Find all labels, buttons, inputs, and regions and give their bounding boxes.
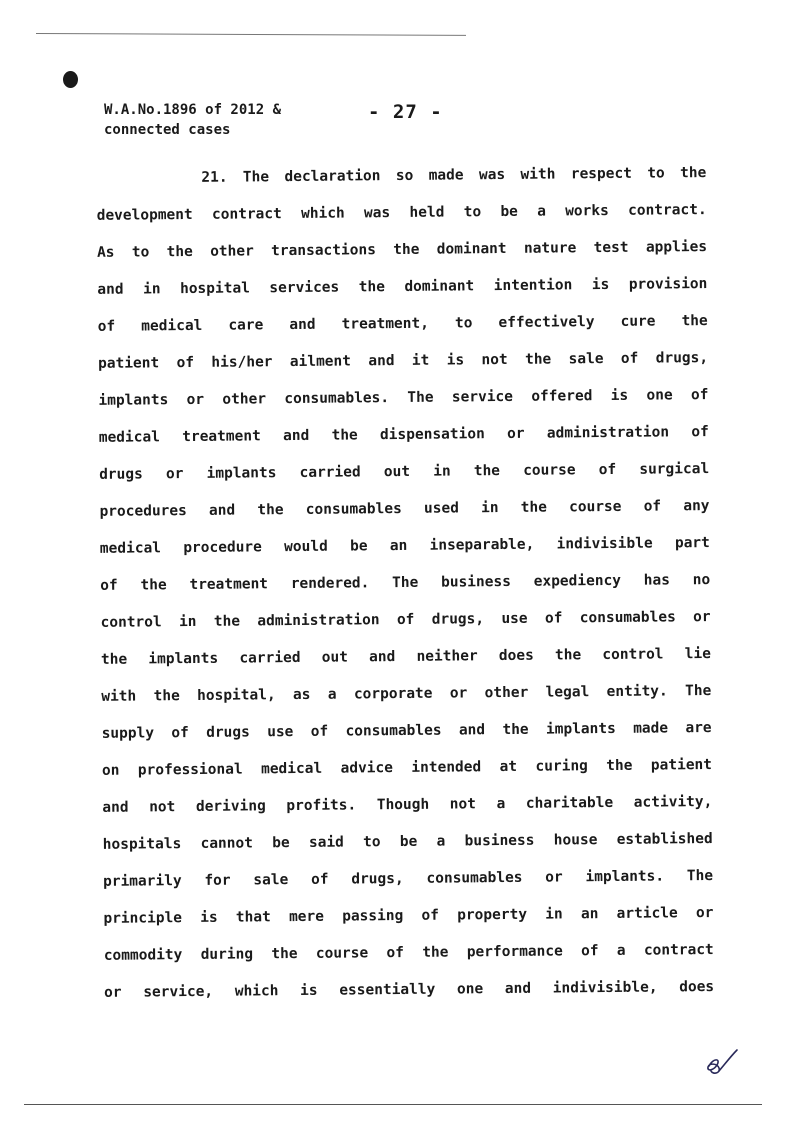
text-line: of medical care and treatment, to effectively cure the — [97, 313, 708, 335]
text-line: implants or other consumables. The service offered is one of — [98, 387, 709, 409]
text-line: hospitals cannot be said to be a business house established — [102, 831, 713, 853]
text-line: and not deriving profits. Though not a charitable activity, — [102, 794, 713, 816]
text-line: supply of drugs use of consumables and the implants made are — [101, 720, 712, 742]
text-line: control in the administration of drugs, use of consumables or — [100, 609, 711, 631]
text-line: principle is that mere passing of property in an article or — [103, 905, 714, 927]
text-line: and in hospital services the dominant intention is provision — [97, 276, 708, 298]
text-line: development contract which was held to be a works contract. — [96, 202, 707, 224]
text-line: medical procedure would be an inseparable, indivisible part — [99, 535, 710, 557]
text-line: the implants carried out and neither does the control lie — [100, 646, 711, 668]
text-line: of the treatment rendered. The business expediency has no — [100, 572, 711, 594]
text-line: As to the other transactions the dominant nature test applies — [96, 239, 708, 261]
bottom-rule — [24, 1104, 762, 1105]
text-line: commodity during the course of the performance of a contract — [103, 942, 714, 964]
signature-initials-mark — [703, 1044, 741, 1078]
text-line: drugs or implants carried out in the course of surgical — [99, 461, 710, 483]
text-line: with the hospital, as a corporate or other legal entity. The — [101, 683, 712, 705]
case-number: W.A.No.1896 of 2012 & — [104, 102, 282, 118]
text-line: primarily for sale of drugs, consumables or implants. The — [102, 868, 714, 890]
text-line: procedures and the consumables used in the course of any — [99, 498, 710, 520]
page-number: - 27 - — [368, 101, 443, 123]
case-subtitle: connected cases — [104, 122, 231, 138]
text-line: or service, which is essentially one and indivisible, does — [104, 979, 715, 1001]
text-line: on professional medical advice intended at curing the patient — [101, 757, 713, 779]
text-line: 21. The declaration so made was with respect to the — [201, 165, 707, 186]
text-line: patient of his/her ailment and it is not the sale of drugs, — [98, 350, 709, 372]
text-line: medical treatment and the dispensation or administration of — [98, 424, 709, 446]
